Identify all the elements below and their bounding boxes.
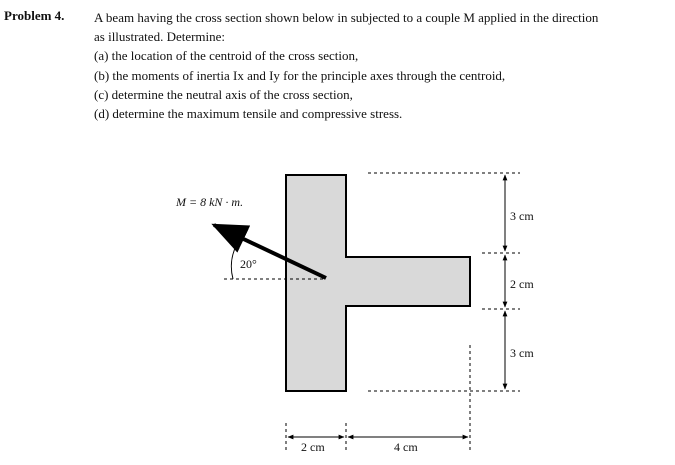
dim-bottom-2-label: 4 cm xyxy=(394,440,418,454)
intro-line-1: A beam having the cross section shown below in subjected to a couple M applied in the direction xyxy=(94,10,599,25)
moment-label: M = 8 kN · m. xyxy=(176,195,244,209)
problem-label: Problem 4. xyxy=(4,8,65,23)
dim-right-2-label: 2 cm xyxy=(510,277,534,291)
part-c: (c) determine the neutral axis of the cross section, xyxy=(94,86,353,102)
part-a: (a) the location of the centroid of the cross section, xyxy=(94,48,359,64)
angle-label: 20° xyxy=(240,257,257,271)
angle-arc xyxy=(231,244,237,279)
dim-right-1-label: 3 cm xyxy=(510,209,534,223)
dim-bottom-1-label: 2 cm xyxy=(301,440,325,454)
part-d: (d) determine the maximum tensile and compressive stress. xyxy=(94,106,403,122)
part-b: (b) the moments of inertia Ix and Iy for the principle axes through the centroid, xyxy=(94,67,506,83)
dim-right-3-label: 3 cm xyxy=(510,346,534,360)
cross-section-shape xyxy=(286,175,470,391)
intro-line-2: as illustrated. Determine: xyxy=(94,29,226,45)
